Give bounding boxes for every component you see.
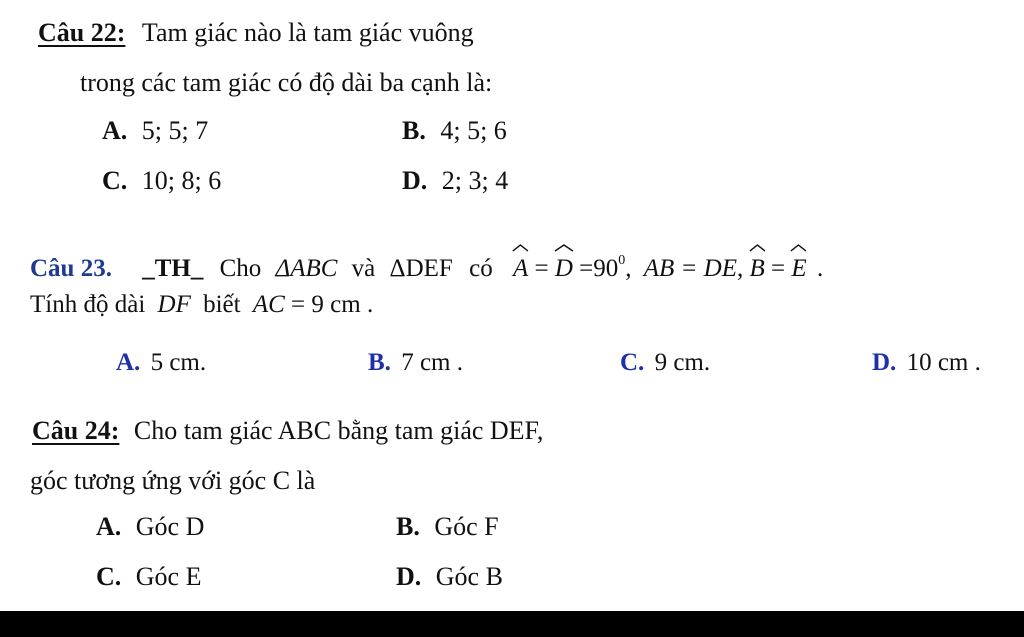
q23-option-d-text: 10 cm . [906, 349, 981, 376]
q23-level: _TH_ [142, 255, 204, 282]
q22-label: Câu 22: [38, 18, 126, 47]
q23-degrees: 90 [593, 255, 619, 282]
q24-option-c[interactable] [96, 564, 201, 590]
q22-option-b[interactable] [402, 118, 507, 144]
hat-mark-icon [749, 244, 766, 252]
q22-option-d-key: D. [402, 166, 428, 195]
q23-angle-b-letter: B [749, 255, 765, 282]
q24-option-d[interactable] [396, 564, 503, 590]
q23-va: và [351, 255, 376, 282]
q23-option-c-key: C. [620, 349, 645, 376]
q22-option-d[interactable] [402, 168, 508, 194]
q22-option-c-key: C. [102, 166, 128, 195]
q23-option-a[interactable] [116, 350, 206, 375]
q22-option-c[interactable] [102, 168, 221, 194]
q23-label: Câu 23. [30, 255, 112, 282]
bottom-black-bar [0, 611, 1024, 637]
q23-option-c[interactable] [620, 350, 710, 375]
q23-comma1: , [625, 255, 632, 282]
q24-option-b[interactable] [396, 514, 499, 540]
q23-angle-e-letter: E [791, 255, 807, 282]
q23-ac: AC [252, 291, 285, 318]
q24-line2: góc tương ứng với góc C là [30, 466, 316, 495]
q23-option-d-key: D. [872, 349, 897, 376]
q23-option-c-text: 9 cm. [654, 349, 711, 376]
q24-option-c-text: Góc E [135, 562, 202, 591]
q22-option-d-text: 2; 3; 4 [441, 166, 509, 195]
q22-option-b-text: 4; 5; 6 [440, 116, 507, 145]
q22-line2: trong các tam giác có độ dài ba cạnh là: [80, 68, 493, 97]
q23-df: DF [157, 291, 191, 318]
q22-option-c-text: 10; 8; 6 [141, 166, 222, 195]
q22-line1: Tam giác nào là tam giác vuông [141, 18, 474, 47]
hat-mark-icon [554, 244, 574, 252]
q23-angle-a [513, 256, 528, 281]
q22-option-a-text: 5; 5; 7 [141, 116, 209, 145]
q23-eq3: = [771, 255, 786, 282]
q24-option-d-text: Góc B [435, 562, 503, 591]
q24-line1: Cho tam giác ABC bằng tam giác DEF, [133, 416, 544, 445]
q23-option-d[interactable] [872, 350, 981, 375]
q23-triangle-abc: ΔABC [275, 255, 338, 282]
q22-option-b-key: B. [402, 116, 426, 145]
q23-angle-b [750, 256, 765, 281]
q23-comma2: , [737, 255, 744, 282]
q23-triangle-def: ΔDEF [389, 255, 453, 282]
q23-angle-a-letter: A [512, 255, 529, 282]
hat-mark-icon [790, 244, 807, 252]
q23-line2-prefix: Tính độ dài [30, 291, 146, 318]
q22-option-a-key: A. [102, 116, 128, 145]
q23-angle-d-letter: D [554, 255, 573, 282]
q23-co: có [469, 255, 493, 282]
q23-option-a-key: A. [116, 349, 141, 376]
q23-option-b[interactable] [368, 350, 463, 375]
q24-question [32, 418, 543, 444]
q23-question [30, 254, 823, 281]
q23-cho: Cho [219, 255, 262, 282]
q23-option-a-text: 5 cm. [150, 349, 207, 376]
q24-option-b-key: B. [396, 512, 420, 541]
hat-mark-icon [512, 244, 529, 252]
q22-option-a[interactable] [102, 118, 208, 144]
q24-option-a-key: A. [96, 512, 122, 541]
q23-angle-d [555, 256, 573, 281]
q24-option-d-key: D. [396, 562, 422, 591]
q23-ab-de: AB = DE [643, 255, 738, 282]
q24-option-c-key: C. [96, 562, 122, 591]
q23-degree-sup: 0 [618, 253, 626, 268]
q23-biet: biết [203, 291, 241, 318]
q24-label: Câu 24: [32, 416, 120, 445]
q23-option-b-text: 7 cm . [401, 349, 463, 376]
q24-option-a[interactable] [96, 514, 204, 540]
q23-line2 [30, 292, 373, 317]
q23-eq1: = [534, 255, 549, 282]
q23-eq2: = [579, 255, 594, 282]
q23-ac-value: = 9 cm . [291, 291, 374, 318]
q24-option-a-text: Góc D [135, 512, 205, 541]
q23-option-b-key: B. [368, 349, 391, 376]
q23-angle-e [791, 256, 806, 281]
q24-option-b-text: Góc F [434, 512, 499, 541]
q22-question [38, 20, 474, 46]
q23-period: . [816, 255, 824, 282]
